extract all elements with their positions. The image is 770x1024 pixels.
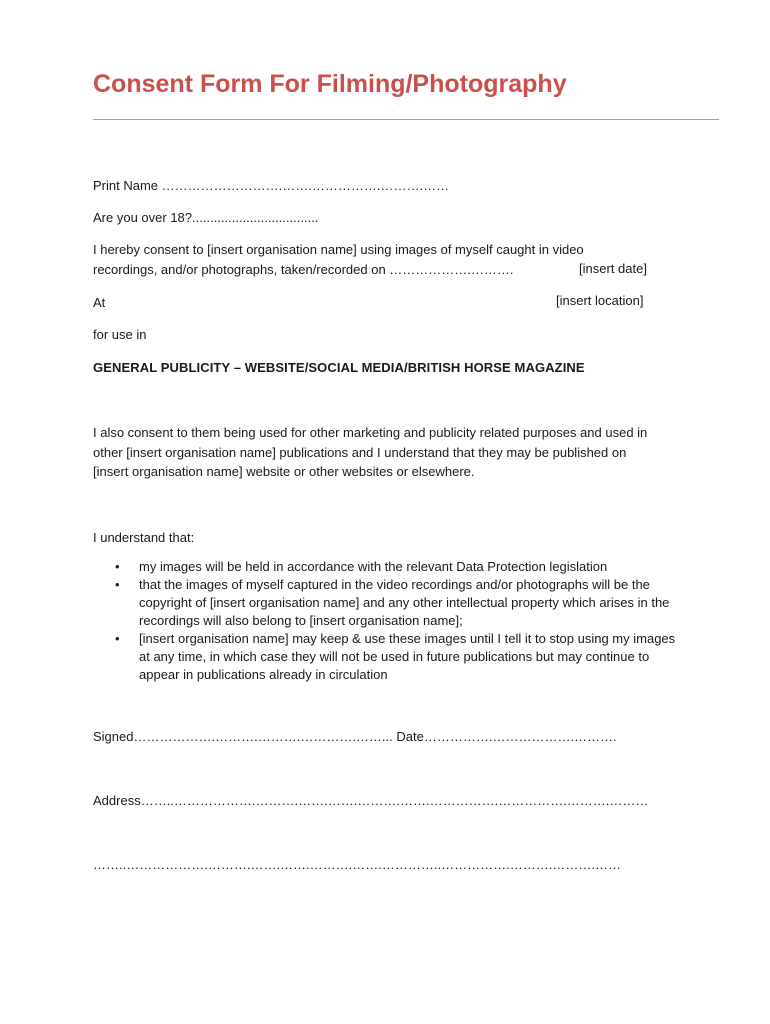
understanding-list bbox=[93, 558, 683, 684]
at-label: At bbox=[93, 295, 106, 310]
list-item-text: my images will be held in accordance with the relevant Data Protection legislation bbox=[139, 559, 608, 574]
bullet-icon: • bbox=[115, 559, 120, 574]
consent-statement-line-2[interactable]: recordings, and/or photographs, taken/recorded on ……………….………. bbox=[93, 262, 514, 277]
list-item-text: [insert organisation name] may keep & use these images until I tell it to stop using my images at any time, in which case they will not be used in future publications but may continue to appear in publications already in circulation bbox=[139, 631, 676, 682]
additional-consent-paragraph: I also consent to them being used for other marketing and publicity related purposes and used in other [insert organisation name] publications and I understand that they may be published on [insert organisation name] website or other websites or elsewhere. bbox=[93, 425, 648, 479]
address-field[interactable]: Address……..……………….……….…….…….……….…….…………….…………….……….……… bbox=[93, 793, 649, 808]
list-item bbox=[93, 630, 683, 684]
insert-location-placeholder: [insert location] bbox=[556, 293, 644, 308]
signature-date-field[interactable]: Signed……………….……….……….………….……... Date…………….……………….………. bbox=[93, 729, 617, 744]
insert-date-placeholder: [insert date] bbox=[579, 261, 647, 276]
address-field-line-2[interactable]: ……..……………….……….…….…….……….…….…………..…………….……….……….…… bbox=[93, 857, 621, 872]
consent-statement-line-1: I hereby consent to [insert organisation name] using images of myself caught in video bbox=[93, 242, 584, 257]
form-title: Consent Form For Filming/Photography bbox=[93, 70, 567, 98]
for-use-in-label: for use in bbox=[93, 327, 147, 342]
publicity-heading: GENERAL PUBLICITY – WEBSITE/SOCIAL MEDIA/BRITISH HORSE MAGAZINE bbox=[93, 360, 585, 375]
bullet-icon: • bbox=[115, 577, 120, 592]
title-divider bbox=[93, 119, 719, 120]
understand-intro: I understand that: bbox=[93, 530, 195, 545]
list-item bbox=[93, 558, 683, 576]
print-name-field[interactable]: Print Name ……………………….…….…………….……….…… bbox=[93, 178, 450, 193]
list-item-text: that the images of myself captured in the video recordings and/or photographs will be the copyright of [insert organisation name] and any other intellectual property which arises in the recordings will also belong to [insert organisation name]; bbox=[139, 577, 670, 628]
bullet-icon: • bbox=[115, 631, 120, 646]
age-question-field[interactable]: Are you over 18?................................... bbox=[93, 210, 319, 225]
list-item bbox=[93, 576, 683, 630]
